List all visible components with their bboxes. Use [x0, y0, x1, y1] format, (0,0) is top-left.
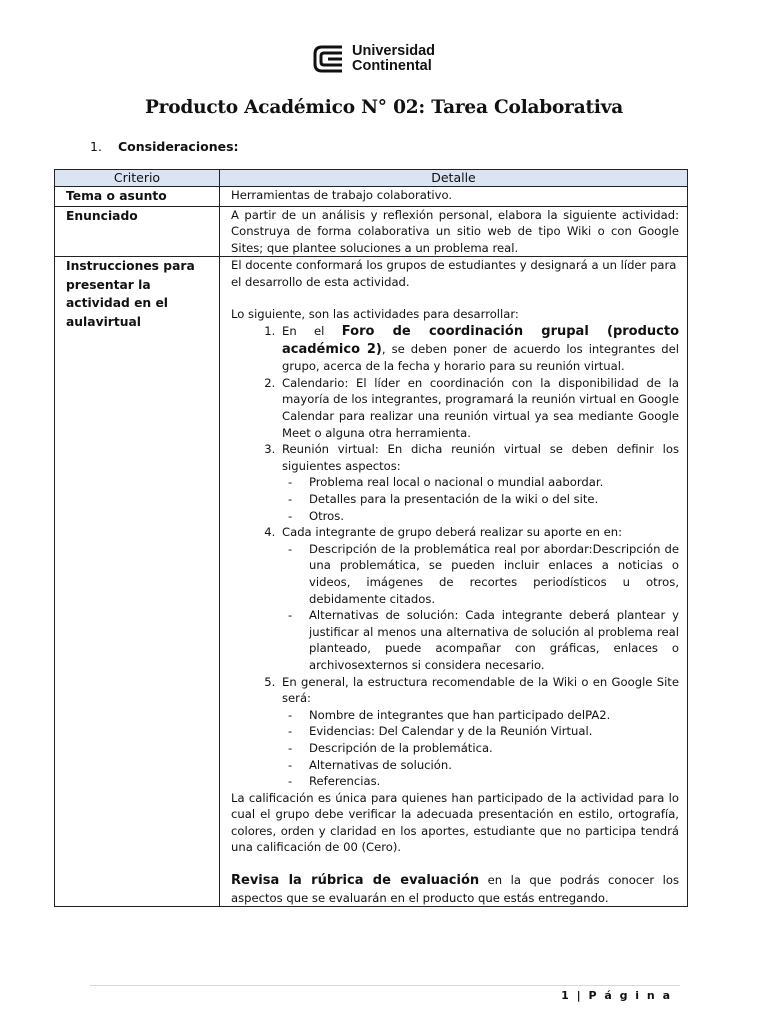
section-title: Consideraciones: — [118, 139, 239, 154]
enunciado-label: Enunciado — [55, 206, 220, 257]
list-item: - Descripción de la problemática. — [309, 740, 679, 757]
list-item: - Otros. — [309, 508, 679, 525]
activities-list — [231, 323, 679, 790]
intro-text: El docente conformará los grupos de estudiantes y designará a un líder para el desarrollo de esta actividad. — [231, 258, 677, 289]
logo-wordmark — [352, 44, 435, 74]
table-row-tema — [55, 187, 688, 207]
instrucciones-body — [220, 257, 688, 907]
activity-item-3 — [279, 441, 679, 524]
logo-line1: Universidad — [352, 43, 435, 59]
item5-sublist — [282, 707, 679, 790]
header-detalle: Detalle — [220, 170, 688, 187]
section-heading — [90, 139, 239, 154]
section-number: 1. — [90, 139, 102, 154]
item4-text: Cada integrante de grupo deberá realizar su aporte en en: — [282, 525, 623, 540]
activity-item-5 — [279, 674, 679, 790]
list-item: - Referencias. — [309, 773, 679, 790]
item4-sublist — [282, 541, 679, 674]
instrucciones-label: Instrucciones para presentar la actividad en el aulavirtual — [55, 257, 220, 907]
item3-text: Reunión virtual: En dicha reunión virtual se deben definir los siguientes aspectos: — [282, 442, 679, 473]
calificacion-text: La calificación es única para quienes han participado de la actividad para lo cual el grupo debe verificar la adecuada presentación en estilo, ortografía, colores, orden y claridad en los aportes, estudiante que no participa tendrá una calificación de 00 (Cero). — [231, 790, 679, 855]
item5-text: En general, la estructura recomendable de la Wiki o en Google Site será: — [282, 674, 679, 706]
activity-item-1 — [279, 323, 679, 375]
list-item: - Nombre de integrantes que han participado delPA2. — [309, 707, 679, 724]
list-item: - Alternativas de solución: Cada integrante deberá plantear y justificar al menos una alternativa de solución al problema real planteado, puede acompañar con gráficas, enlaces o archivosexternos si considera necesario. — [309, 607, 679, 673]
rubrica-paragraph — [231, 872, 679, 906]
tema-text: Herramientas de trabajo colaborativo. — [220, 187, 688, 207]
page-number: 1 | P á g i n a — [561, 989, 672, 1002]
item3-sublist — [282, 474, 679, 524]
table-header-row — [55, 170, 688, 187]
activity-item-4 — [279, 524, 679, 673]
activity-item-2: 2. Calendario: El líder en coordinación con la disponibilidad de la mayoría de los integrantes, programará la reunión virtual en Google Calendar para realizar una reunión virtual ya sea mediante Google Meet o alguna otra herramienta. — [279, 375, 679, 441]
footer-divider — [90, 985, 680, 986]
table-row-enunciado — [55, 206, 688, 257]
page-title: Producto Académico N° 02: Tarea Colaborativa — [144, 97, 624, 118]
enunciado-text: A partir de un análisis y reflexión personal, elabora la siguiente actividad: Construya de forma colaborativa un sitio web de tipo Wiki o con Google Sites; que plantee soluciones a un problema real. — [220, 206, 688, 257]
rubrica-rest: en la que podrás conocer los aspectos que se evaluarán en el producto que estás entregando. — [231, 873, 679, 905]
list-item: - Evidencias: Del Calendar y de la Reunión Virtual. — [309, 723, 679, 740]
tema-label: Tema o asunto — [55, 187, 220, 207]
continental-logo-icon — [312, 44, 346, 74]
rubrica-bold: Revisa la rúbrica de evaluación — [231, 873, 480, 889]
considerations-table — [54, 169, 688, 907]
foro-link-text: Foro de coordinación grupal (producto académico 2) — [282, 324, 679, 357]
list-item: - Problema real local o nacional o mundial aabordar. — [309, 474, 679, 491]
logo-line2: Continental — [352, 58, 432, 74]
list-item: - Descripción de la problemática real por abordar:Descripción de una problemática, se pueden incluir enlaces a noticias o videos, imágenes de recortes periodísticos u otros, debidamente citados. — [309, 541, 679, 607]
university-logo — [312, 44, 435, 74]
list-item: - Alternativas de solución. — [309, 757, 679, 774]
list-item: - Detalles para la presentación de la wiki o del site. — [309, 491, 679, 508]
table-row-instrucciones — [55, 257, 688, 907]
item1-rest: , se deben poner de acuerdo los integrantes del grupo, acerca de la fecha y horario para su reunión virtual. — [282, 341, 679, 374]
lead-text: Lo siguiente, son las actividades para desarrollar: — [231, 307, 519, 322]
item1-prefix: En el — [282, 324, 342, 339]
header-criterio: Criterio — [55, 170, 220, 187]
